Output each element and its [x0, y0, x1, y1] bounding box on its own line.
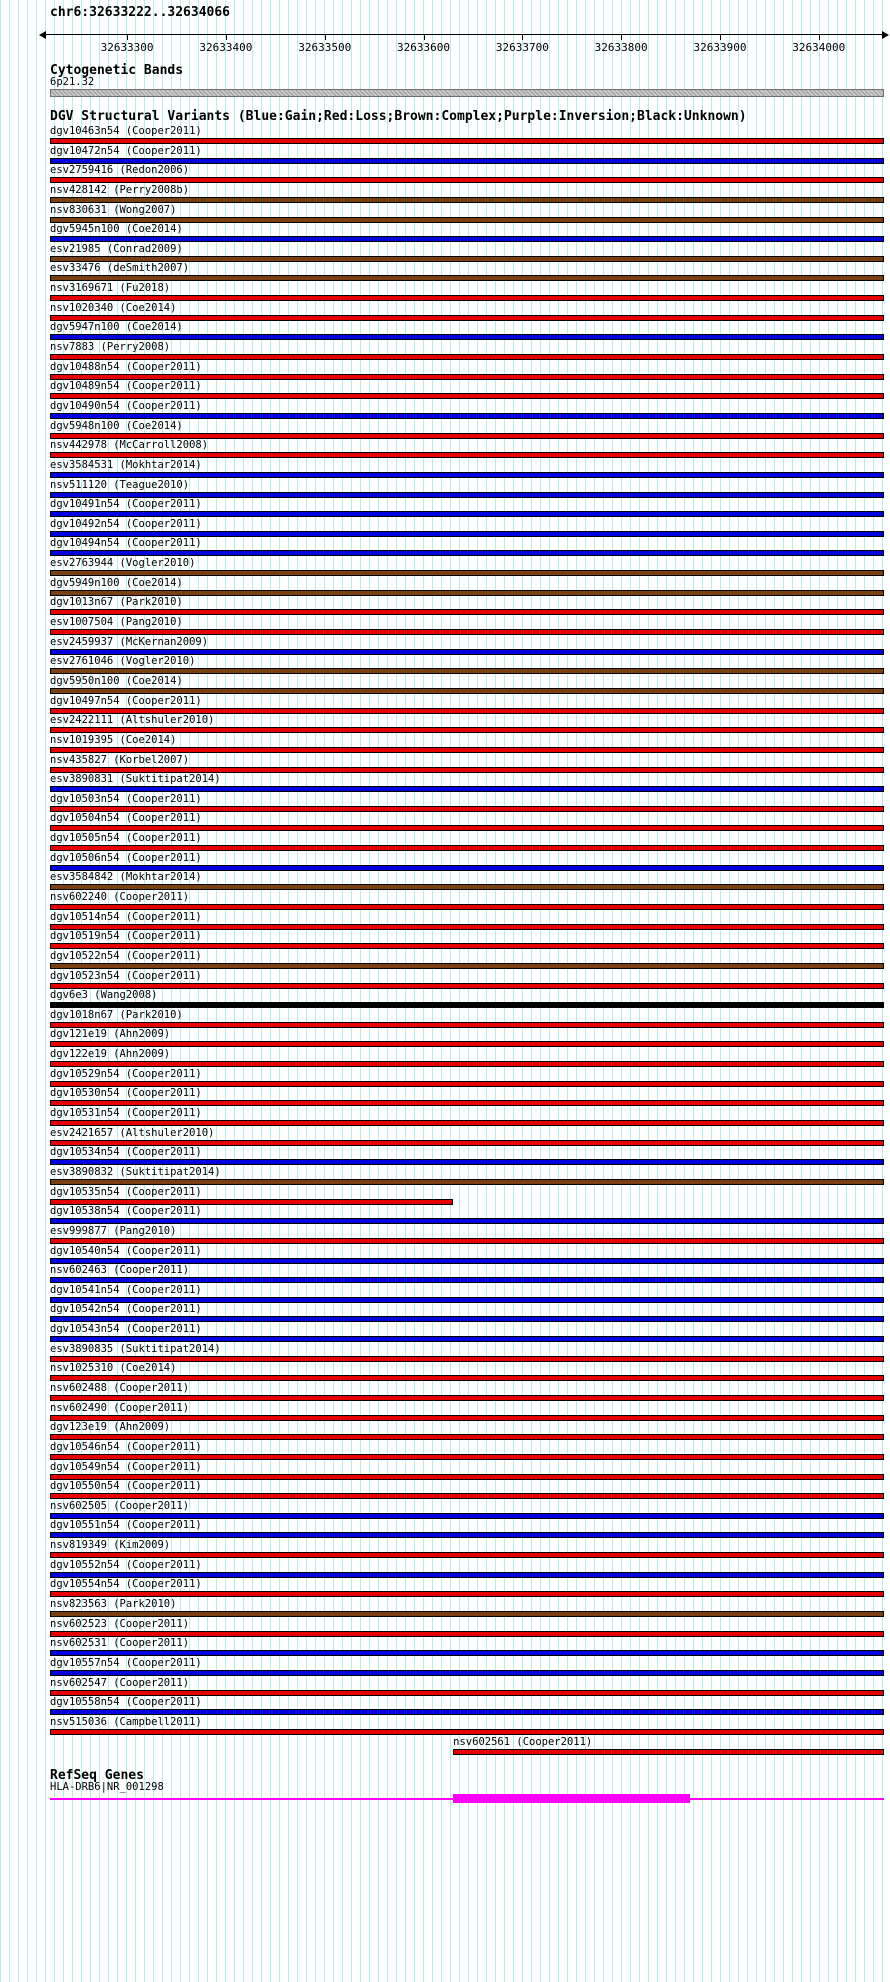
variant-row — [0, 224, 890, 244]
variant-label[interactable]: dgv1013n67 (Park2010) — [50, 596, 183, 609]
variant-row — [0, 637, 890, 657]
variant-label[interactable]: esv3890831 (Suktitipat2014) — [50, 773, 221, 786]
variant-bar[interactable] — [50, 825, 884, 831]
variant-bar[interactable] — [50, 708, 884, 714]
refseq-section-title: RefSeq Genes — [50, 1768, 144, 1783]
variant-row — [0, 381, 890, 401]
variant-row — [0, 1599, 890, 1619]
variant-label[interactable]: dgv5945n100 (Coe2014) — [50, 223, 183, 236]
variant-row — [0, 1638, 890, 1658]
ruler-tick — [226, 35, 227, 40]
ruler-tick-label: 32633900 — [693, 41, 747, 54]
ruler-tick-label: 32634000 — [792, 41, 846, 54]
variant-row — [0, 1658, 890, 1678]
variant-bar[interactable] — [50, 884, 884, 890]
ruler-tick — [621, 35, 622, 40]
variant-bar[interactable] — [50, 138, 884, 144]
variant-row — [0, 165, 890, 185]
variant-bar[interactable] — [50, 904, 884, 910]
variant-bar[interactable] — [50, 1532, 884, 1538]
variant-label[interactable]: nsv602523 (Cooper2011) — [50, 1617, 190, 1630]
variant-bar[interactable] — [50, 1454, 884, 1460]
variant-bar[interactable] — [50, 1297, 884, 1303]
variant-label[interactable]: dgv10554n54 (Cooper2011) — [50, 1578, 202, 1591]
variant-label[interactable]: nsv442978 (McCarroll2008) — [50, 439, 209, 452]
variant-row — [0, 1540, 890, 1560]
variant-row — [0, 1010, 890, 1030]
dgv-variant-track — [0, 126, 890, 1756]
cytoband-bar — [50, 89, 884, 97]
variant-row — [0, 401, 890, 421]
variant-label[interactable]: dgv10550n54 (Cooper2011) — [50, 1480, 202, 1493]
variant-bar[interactable] — [50, 1513, 884, 1519]
variant-label[interactable]: dgv10491n54 (Cooper2011) — [50, 498, 202, 511]
variant-row — [0, 1737, 890, 1757]
variant-bar[interactable] — [50, 1474, 884, 1480]
ruler-tick-label: 32633800 — [594, 41, 648, 54]
variant-bar[interactable] — [50, 1591, 884, 1597]
ruler-tick-label: 32633600 — [397, 41, 451, 54]
variant-label[interactable]: nsv428142 (Perry2008b) — [50, 183, 190, 196]
variant-label[interactable]: dgv10540n54 (Cooper2011) — [50, 1244, 202, 1257]
variant-bar[interactable] — [50, 472, 884, 478]
variant-row — [0, 1304, 890, 1324]
variant-bar[interactable] — [50, 806, 884, 812]
variant-bar[interactable] — [50, 1120, 884, 1126]
variant-label[interactable]: esv3890835 (Suktitipat2014) — [50, 1342, 221, 1355]
ruler-line — [46, 34, 882, 35]
variant-label[interactable]: dgv5949n100 (Coe2014) — [50, 576, 183, 589]
variant-row — [0, 1088, 890, 1108]
variant-row — [0, 872, 890, 892]
variant-row — [0, 1579, 890, 1599]
variant-row — [0, 715, 890, 735]
variant-label[interactable]: esv33476 (deSmith2007) — [50, 262, 190, 275]
variant-bar[interactable] — [50, 1159, 884, 1165]
ruler-tick — [424, 35, 425, 40]
variant-row — [0, 676, 890, 696]
variant-label[interactable]: nsv602561 (Cooper2011) — [453, 1735, 593, 1748]
variant-label[interactable]: nsv602505 (Cooper2011) — [50, 1499, 190, 1512]
ruler-tick — [325, 35, 326, 40]
ruler-tick — [522, 35, 523, 40]
variant-label[interactable]: dgv10546n54 (Cooper2011) — [50, 1440, 202, 1453]
variant-row — [0, 755, 890, 775]
variant-row — [0, 1285, 890, 1305]
variant-label[interactable]: dgv10463n54 (Cooper2011) — [50, 125, 202, 137]
ruler-tick-label: 32633400 — [199, 41, 253, 54]
variant-label[interactable]: dgv10505n54 (Cooper2011) — [50, 832, 202, 845]
variant-bar[interactable] — [50, 393, 884, 399]
variant-bar[interactable] — [50, 256, 884, 262]
variant-row — [0, 1363, 890, 1383]
variant-bar[interactable] — [50, 1002, 884, 1008]
variant-bar[interactable] — [50, 1061, 884, 1067]
variant-label[interactable]: dgv10543n54 (Cooper2011) — [50, 1323, 202, 1336]
variant-row — [0, 480, 890, 500]
variant-bar[interactable] — [50, 865, 884, 871]
variant-row — [0, 1422, 890, 1442]
variant-bar[interactable] — [50, 315, 884, 321]
variant-label[interactable]: esv2459937 (McKernan2009) — [50, 635, 209, 648]
variant-label[interactable]: dgv10529n54 (Cooper2011) — [50, 1067, 202, 1080]
variant-bar[interactable] — [50, 1493, 884, 1499]
variant-label[interactable]: dgv10504n54 (Cooper2011) — [50, 812, 202, 825]
variant-bar[interactable] — [50, 1199, 453, 1205]
variant-row — [0, 1187, 890, 1207]
variant-label[interactable]: nsv602463 (Cooper2011) — [50, 1264, 190, 1277]
variant-row — [0, 1717, 890, 1737]
variant-label[interactable]: nsv602240 (Cooper2011) — [50, 890, 190, 903]
variant-label[interactable]: nsv7883 (Perry2008) — [50, 341, 171, 354]
variant-label[interactable]: dgv10506n54 (Cooper2011) — [50, 851, 202, 864]
variant-label[interactable]: dgv10488n54 (Cooper2011) — [50, 360, 202, 373]
variant-label[interactable]: dgv10497n54 (Cooper2011) — [50, 694, 202, 707]
variant-label[interactable]: esv2763944 (Vogler2010) — [50, 557, 196, 570]
variant-bar[interactable] — [50, 452, 884, 458]
variant-bar[interactable] — [50, 236, 884, 242]
variant-bar[interactable] — [453, 1749, 884, 1755]
variant-row — [0, 538, 890, 558]
gene-name: HLA-DRB6|NR_001298 — [50, 1781, 164, 1793]
variant-label[interactable]: esv3584531 (Mokhtar2014) — [50, 458, 202, 471]
variant-bar[interactable] — [50, 943, 884, 949]
variant-bar[interactable] — [50, 570, 884, 576]
variant-bar[interactable] — [50, 1729, 884, 1735]
variant-bar[interactable] — [50, 1395, 884, 1401]
dgv-section-title: DGV Structural Variants (Blue:Gain;Red:Loss;Brown:Complex;Purple:Inversion;Black:Unknown) — [50, 109, 747, 124]
variant-row — [0, 1697, 890, 1717]
variant-label[interactable]: dgv1018n67 (Park2010) — [50, 1008, 183, 1021]
variant-label[interactable]: dgv10514n54 (Cooper2011) — [50, 910, 202, 923]
variant-row — [0, 853, 890, 873]
variant-row — [0, 1481, 890, 1501]
variant-bar[interactable] — [50, 845, 884, 851]
variant-label[interactable]: nsv602547 (Cooper2011) — [50, 1676, 190, 1689]
variant-bar[interactable] — [50, 1650, 884, 1656]
variant-label[interactable]: dgv10557n54 (Cooper2011) — [50, 1656, 202, 1669]
variant-bar[interactable] — [50, 1238, 884, 1244]
gene-exon-block[interactable] — [453, 1794, 690, 1803]
variant-bar[interactable] — [50, 609, 884, 615]
variant-bar[interactable] — [50, 374, 884, 380]
variant-row — [0, 460, 890, 480]
variant-label[interactable]: esv21985 (Conrad2009) — [50, 242, 183, 255]
variant-label[interactable]: dgv10535n54 (Cooper2011) — [50, 1185, 202, 1198]
variant-label[interactable]: nsv602488 (Cooper2011) — [50, 1382, 190, 1394]
variant-label[interactable]: dgv10489n54 (Cooper2011) — [50, 380, 202, 393]
variant-row — [0, 362, 890, 382]
variant-label[interactable]: esv2421657 (Altshuler2010) — [50, 1126, 215, 1139]
variant-row — [0, 794, 890, 814]
variant-row — [0, 1049, 890, 1069]
variant-bar[interactable] — [50, 767, 884, 773]
variant-row — [0, 1501, 890, 1521]
variant-bar[interactable] — [50, 433, 884, 439]
variant-row — [0, 1324, 890, 1344]
variant-row — [0, 774, 890, 794]
variant-row — [0, 1246, 890, 1266]
variant-row — [0, 990, 890, 1010]
variant-row — [0, 146, 890, 166]
variant-row — [0, 1029, 890, 1049]
variant-bar[interactable] — [50, 1100, 884, 1106]
variant-label[interactable]: dgv10541n54 (Cooper2011) — [50, 1283, 202, 1296]
variant-label[interactable]: nsv511120 (Teague2010) — [50, 478, 190, 491]
variant-row — [0, 126, 890, 146]
variant-row — [0, 303, 890, 323]
variant-bar[interactable] — [50, 1375, 884, 1381]
variant-bar[interactable] — [50, 1277, 884, 1283]
variant-row — [0, 1560, 890, 1580]
variant-label[interactable]: dgv121e19 (Ahn2009) — [50, 1028, 171, 1041]
variant-bar[interactable] — [50, 1572, 884, 1578]
variant-row — [0, 1226, 890, 1246]
variant-row — [0, 1108, 890, 1128]
variant-bar[interactable] — [50, 492, 884, 498]
variant-label[interactable]: esv3890832 (Suktitipat2014) — [50, 1165, 221, 1178]
coordinate-ruler — [0, 0, 890, 60]
variant-bar[interactable] — [50, 1081, 884, 1087]
variant-label[interactable]: dgv10492n54 (Cooper2011) — [50, 517, 202, 530]
ruler-tick — [720, 35, 721, 40]
variant-bar[interactable] — [50, 649, 884, 655]
variant-bar[interactable] — [50, 786, 884, 792]
variant-bar[interactable] — [50, 629, 884, 635]
variant-bar[interactable] — [50, 590, 884, 596]
variant-label[interactable]: dgv10530n54 (Cooper2011) — [50, 1087, 202, 1100]
variant-row — [0, 1265, 890, 1285]
ruler-tick-label: 32633500 — [298, 41, 352, 54]
variant-bar[interactable] — [50, 963, 884, 969]
cytoband-name: 6p21.32 — [50, 76, 95, 88]
variant-bar[interactable] — [50, 275, 884, 281]
variant-row — [0, 1344, 890, 1364]
variant-row — [0, 813, 890, 833]
variant-bar[interactable] — [50, 1316, 884, 1322]
variant-bar[interactable] — [50, 668, 884, 674]
variant-bar[interactable] — [50, 1709, 884, 1715]
variant-bar[interactable] — [50, 1611, 884, 1617]
variant-row — [0, 558, 890, 578]
ruler-right-arrow-icon[interactable] — [882, 31, 889, 39]
variant-bar[interactable] — [50, 1690, 884, 1696]
variant-bar[interactable] — [50, 1179, 884, 1185]
variant-bar[interactable] — [50, 158, 884, 164]
variant-label[interactable]: dgv5948n100 (Coe2014) — [50, 419, 183, 432]
variant-label[interactable]: nsv819349 (Kim2009) — [50, 1539, 171, 1552]
variant-row — [0, 951, 890, 971]
variant-row — [0, 244, 890, 264]
variant-bar[interactable] — [50, 688, 884, 694]
variant-bar[interactable] — [50, 217, 884, 223]
variant-bar[interactable] — [50, 334, 884, 340]
variant-bar[interactable] — [50, 413, 884, 419]
variant-bar[interactable] — [50, 1356, 884, 1362]
variant-bar[interactable] — [50, 1552, 884, 1558]
variant-row — [0, 1462, 890, 1482]
variant-bar[interactable] — [50, 727, 884, 733]
variant-label[interactable]: dgv10538n54 (Cooper2011) — [50, 1205, 202, 1218]
variant-row — [0, 1128, 890, 1148]
variant-label[interactable]: dgv10542n54 (Cooper2011) — [50, 1303, 202, 1316]
variant-row — [0, 519, 890, 539]
variant-row — [0, 322, 890, 342]
variant-label[interactable]: esv3584842 (Mokhtar2014) — [50, 871, 202, 884]
ruler-tick-label: 32633300 — [100, 41, 154, 54]
variant-label[interactable]: nsv602490 (Cooper2011) — [50, 1401, 190, 1414]
variant-row — [0, 499, 890, 519]
variant-label[interactable]: dgv10552n54 (Cooper2011) — [50, 1558, 202, 1571]
ruler-tick — [127, 35, 128, 40]
variant-row — [0, 205, 890, 225]
variant-label[interactable]: esv1007504 (Pang2010) — [50, 616, 183, 629]
variant-label[interactable]: dgv10494n54 (Cooper2011) — [50, 537, 202, 550]
variant-bar[interactable] — [50, 1434, 884, 1440]
variant-bar[interactable] — [50, 1336, 884, 1342]
variant-row — [0, 597, 890, 617]
variant-bar[interactable] — [50, 1140, 884, 1146]
variant-bar[interactable] — [50, 1415, 884, 1421]
variant-bar[interactable] — [50, 177, 884, 183]
variant-row — [0, 833, 890, 853]
variant-label[interactable]: dgv5950n100 (Coe2014) — [50, 674, 183, 687]
variant-label[interactable]: nsv435827 (Korbel2007) — [50, 753, 190, 766]
variant-row — [0, 1442, 890, 1462]
variant-label[interactable]: dgv10490n54 (Cooper2011) — [50, 399, 202, 412]
ruler-tick — [819, 35, 820, 40]
variant-label[interactable]: dgv10531n54 (Cooper2011) — [50, 1107, 202, 1120]
variant-row — [0, 283, 890, 303]
ruler-tick-label: 32633700 — [495, 41, 549, 54]
region-label: chr6:32633222..32634066 — [50, 5, 231, 20]
variant-bar[interactable] — [50, 511, 884, 517]
variant-row — [0, 1520, 890, 1540]
variant-label[interactable]: dgv10523n54 (Cooper2011) — [50, 969, 202, 982]
variant-row — [0, 1069, 890, 1089]
variant-label[interactable]: nsv3169671 (Fu2018) — [50, 282, 171, 295]
variant-bar[interactable] — [50, 1218, 884, 1224]
variant-row — [0, 971, 890, 991]
variant-label[interactable]: nsv830631 (Wong2007) — [50, 203, 177, 216]
variant-bar[interactable] — [50, 924, 884, 930]
variant-row — [0, 1619, 890, 1639]
variant-label[interactable]: dgv10551n54 (Cooper2011) — [50, 1519, 202, 1532]
variant-row — [0, 185, 890, 205]
variant-label[interactable]: dgv10503n54 (Cooper2011) — [50, 792, 202, 805]
variant-bar[interactable] — [50, 1258, 884, 1264]
variant-label[interactable]: dgv10558n54 (Cooper2011) — [50, 1696, 202, 1709]
variant-bar[interactable] — [50, 747, 884, 753]
variant-label[interactable]: dgv122e19 (Ahn2009) — [50, 1048, 171, 1061]
variant-row — [0, 931, 890, 951]
variant-label[interactable]: dgv10534n54 (Cooper2011) — [50, 1146, 202, 1159]
variant-row — [0, 421, 890, 441]
ruler-left-arrow-icon[interactable] — [39, 31, 46, 39]
variant-label[interactable]: dgv5947n100 (Coe2014) — [50, 321, 183, 334]
variant-label[interactable]: dgv10522n54 (Cooper2011) — [50, 949, 202, 962]
variant-row — [0, 342, 890, 362]
variant-row — [0, 1167, 890, 1187]
variant-row — [0, 263, 890, 283]
variant-bar[interactable] — [50, 983, 884, 989]
variant-label[interactable]: dgv10549n54 (Cooper2011) — [50, 1460, 202, 1473]
variant-row — [0, 1678, 890, 1698]
variant-row — [0, 892, 890, 912]
variant-row — [0, 1383, 890, 1403]
variant-bar[interactable] — [50, 1022, 884, 1028]
variant-bar[interactable] — [50, 531, 884, 537]
variant-row — [0, 617, 890, 637]
variant-label[interactable]: dgv10472n54 (Cooper2011) — [50, 144, 202, 157]
variant-label[interactable]: nsv1019395 (Coe2014) — [50, 733, 177, 746]
variant-bar[interactable] — [50, 1631, 884, 1637]
cytobands-section-title: Cytogenetic Bands — [50, 63, 184, 78]
variant-label[interactable]: nsv602531 (Cooper2011) — [50, 1637, 190, 1650]
variant-row — [0, 1147, 890, 1167]
variant-label[interactable]: dgv123e19 (Ahn2009) — [50, 1421, 171, 1434]
variant-label[interactable]: nsv823563 (Park2010) — [50, 1598, 177, 1611]
variant-row — [0, 440, 890, 460]
variant-row — [0, 1206, 890, 1226]
variant-label[interactable]: nsv515036 (Campbell2011) — [50, 1715, 202, 1728]
variant-label[interactable]: dgv6e3 (Wang2008) — [50, 989, 158, 1002]
variant-label[interactable]: nsv1020340 (Coe2014) — [50, 301, 177, 314]
variant-label[interactable]: esv2761046 (Vogler2010) — [50, 655, 196, 668]
variant-label[interactable]: esv999877 (Pang2010) — [50, 1224, 177, 1237]
variant-label[interactable]: esv2422111 (Altshuler2010) — [50, 714, 215, 727]
variant-bar[interactable] — [50, 550, 884, 556]
variant-bar[interactable] — [50, 354, 884, 360]
variant-row — [0, 656, 890, 676]
variant-label[interactable]: esv2759416 (Redon2006) — [50, 164, 190, 177]
variant-bar[interactable] — [50, 1670, 884, 1676]
variant-row — [0, 578, 890, 598]
variant-bar[interactable] — [50, 295, 884, 301]
variant-row — [0, 696, 890, 716]
variant-label[interactable]: dgv10519n54 (Cooper2011) — [50, 930, 202, 943]
variant-row — [0, 1403, 890, 1423]
variant-row — [0, 912, 890, 932]
variant-row — [0, 735, 890, 755]
variant-bar[interactable] — [50, 1041, 884, 1047]
variant-bar[interactable] — [50, 197, 884, 203]
variant-label[interactable]: nsv1025310 (Coe2014) — [50, 1362, 177, 1375]
